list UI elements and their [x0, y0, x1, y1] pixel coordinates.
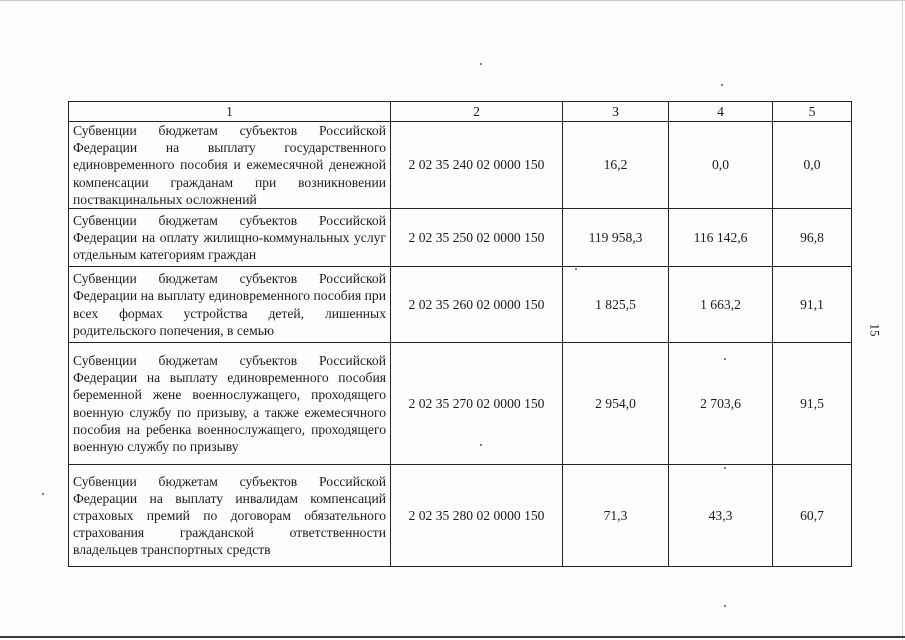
scan-speck	[480, 63, 482, 65]
header-col-3: 3	[563, 102, 669, 122]
row-col4-value: 0,0	[669, 122, 773, 209]
row-col5-value: 60,7	[773, 465, 852, 567]
row-col3-value: 1 825,5	[563, 267, 669, 343]
row-name: Субвенции бюджетам субъектов Российской Федерации на оплату жилищно-коммунальных услуг отдельным категориям граждан	[69, 209, 391, 267]
row-col5-value: 91,5	[773, 343, 852, 465]
row-col3-value: 2 954,0	[563, 343, 669, 465]
scan-edge-right	[902, 0, 903, 640]
header-col-4: 4	[669, 102, 773, 122]
row-col5-value: 91,1	[773, 267, 852, 343]
scan-speck	[724, 358, 726, 360]
row-code: 2 02 35 280 02 0000 150	[391, 465, 563, 567]
scan-speck	[724, 467, 726, 469]
row-col5-value: 96,8	[773, 209, 852, 267]
row-col4-value: 116 142,6	[669, 209, 773, 267]
scan-edge-bottom	[0, 636, 905, 638]
row-col5-value: 0,0	[773, 122, 852, 209]
row-col3-value: 71,3	[563, 465, 669, 567]
header-col-1: 1	[69, 102, 391, 122]
row-col4-value: 1 663,2	[669, 267, 773, 343]
scan-speck	[42, 493, 44, 495]
row-code: 2 02 35 270 02 0000 150	[391, 343, 563, 465]
scan-speck	[721, 84, 723, 86]
row-code: 2 02 35 260 02 0000 150	[391, 267, 563, 343]
header-col-5: 5	[773, 102, 852, 122]
table-row	[69, 209, 852, 267]
row-code: 2 02 35 240 02 0000 150	[391, 122, 563, 209]
row-name: Субвенции бюджетам субъектов Российской Федерации на выплату инвалидам компенсаций страховых премий по договорам обязательного страхования гражданской ответственности владельцев транспортных средств	[69, 465, 391, 567]
row-name: Субвенции бюджетам субъектов Российской Федерации на выплату единовременного пособия беременной жене военнослужащего, проходящего военную службу по призыву, а также ежемесячного пособия на ребенка военнослужащего, проходящего военную службу по призыву	[69, 343, 391, 465]
page-number: 15	[867, 323, 883, 337]
scan-speck	[480, 444, 482, 446]
header-row	[69, 102, 852, 122]
table-row	[69, 465, 852, 567]
row-col4-value: 43,3	[669, 465, 773, 567]
scan-edge-top	[0, 0, 905, 1]
row-col3-value: 119 958,3	[563, 209, 669, 267]
row-code: 2 02 35 250 02 0000 150	[391, 209, 563, 267]
table-row	[69, 122, 852, 209]
row-name: Субвенции бюджетам субъектов Российской Федерации на выплату государственного единовременного пособия и ежемесячной денежной компенсации гражданам при возникновении поствакцинальных осложнений	[69, 122, 391, 209]
scan-speck	[575, 268, 577, 270]
table-row	[69, 267, 852, 343]
row-col4-value: 2 703,6	[669, 343, 773, 465]
header-col-2: 2	[391, 102, 563, 122]
budget-table	[68, 101, 852, 567]
scan-speck	[724, 605, 726, 607]
row-col3-value: 16,2	[563, 122, 669, 209]
row-name: Субвенции бюджетам субъектов Российской Федерации на выплату единовременного пособия при всех формах устройства детей, лишенных родительского попечения, в семью	[69, 267, 391, 343]
table-row	[69, 343, 852, 465]
